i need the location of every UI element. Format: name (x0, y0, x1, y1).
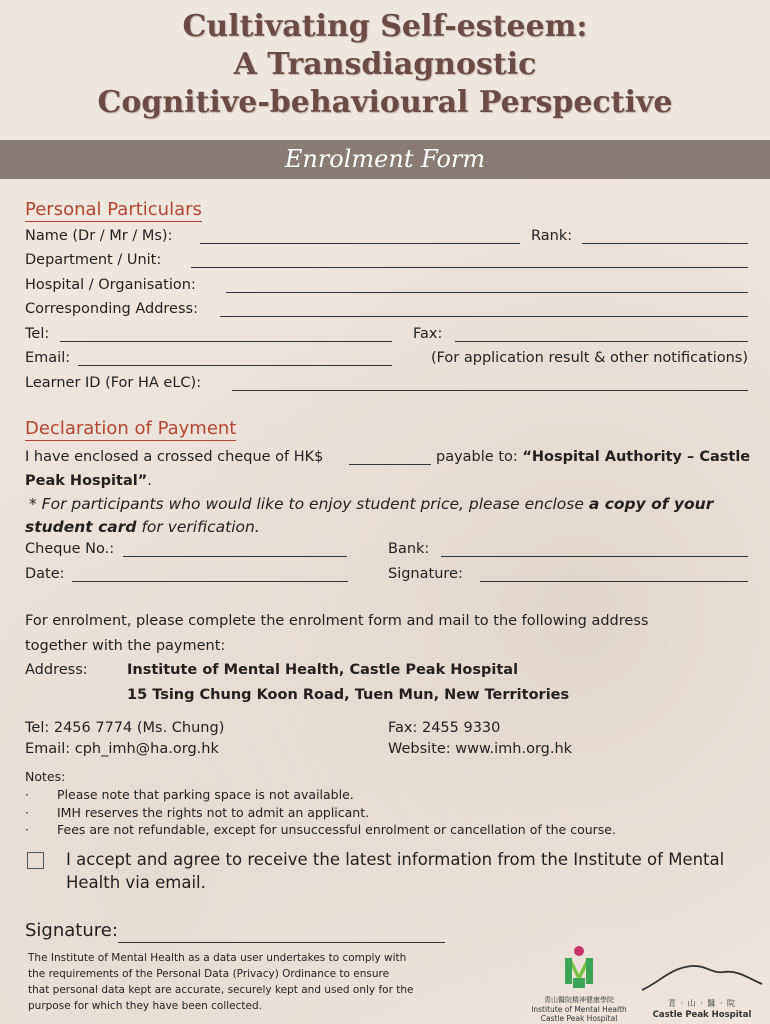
student-note-line-1 (29, 494, 713, 514)
name-field[interactable] (200, 229, 520, 244)
email-field[interactable] (78, 351, 392, 366)
rank-field[interactable] (582, 229, 748, 244)
signature-label: Signature: (25, 920, 118, 941)
note-text-2: IMH reserves the rights not to admit an applicant. (57, 805, 370, 820)
hospital-label: Hospital / Organisation: (25, 277, 196, 293)
address-field[interactable] (220, 302, 748, 317)
email-note: (For application result & other notifications) (430, 350, 748, 366)
learner-id-field[interactable] (232, 376, 748, 391)
payment-signature-label: Signature: (388, 566, 463, 582)
payment-signature-field[interactable] (480, 567, 748, 582)
consent-text-1: I accept and agree to receive the latest information from the Institute of Mental (66, 850, 725, 869)
payable-text (436, 448, 750, 466)
date-field[interactable] (72, 567, 348, 582)
email-label: Email: (25, 350, 71, 366)
imh-logo-cn: 青山醫院精神健康學院 (544, 996, 614, 1004)
consent-text-2: Health via email. (66, 873, 206, 892)
notes-heading: Notes: (25, 769, 66, 784)
student-text-b: for verification. (141, 518, 260, 536)
privacy-line-4: purpose for which they have been collected. (28, 1000, 262, 1012)
bank-field[interactable] (441, 542, 748, 557)
privacy-line-3: that personal data kept are accurate, securely kept and used only for the (28, 984, 414, 996)
mountain-icon (640, 960, 764, 994)
imh-emblem-icon (523, 944, 635, 992)
date-label: Date: (25, 566, 65, 582)
payee-end: . (147, 473, 152, 489)
student-bold-a: a copy of your (588, 495, 714, 513)
student-text-a: * For participants who would like to enjoy student price, please enclose (29, 495, 584, 513)
privacy-line-2: the requirements of the Personal Data (Privacy) Ordinance to ensure (28, 968, 390, 980)
cheque-no-label: Cheque No.: (25, 541, 115, 557)
title-line-3: Cognitive-behavioural Perspective (97, 85, 673, 120)
contact-tel: Tel: 2456 7774 (Ms. Chung) (25, 720, 225, 736)
payee-a: “Hospital Authority – Castle (522, 449, 751, 465)
privacy-line-1: The Institute of Mental Health as a data user undertakes to comply with (28, 952, 407, 964)
cheque-no-field[interactable] (123, 542, 347, 557)
bank-label: Bank: (388, 541, 430, 557)
form-banner: Enrolment Form (0, 140, 770, 179)
mailing-address-label: Address: (25, 662, 88, 678)
contact-website[interactable]: Website: www.imh.org.hk (388, 741, 573, 757)
consent-checkbox[interactable] (27, 852, 44, 869)
cph-logo (640, 960, 764, 1020)
payable-label: payable to: (436, 449, 518, 465)
student-bold-b: student card (25, 518, 137, 536)
note-item-3: · Fees are not refundable, except for unsuccessful enrolment or cancellation of the course. (25, 822, 616, 837)
cheque-text-a: I have enclosed a crossed cheque of HK$ (25, 449, 324, 465)
tel-label: Tel: (25, 326, 50, 342)
cph-logo-cn: 青 · 山 · 醫 · 院 (668, 999, 736, 1008)
document-title (0, 8, 770, 122)
hospital-field[interactable] (226, 278, 748, 293)
learner-id-label: Learner ID (For HA eLC): (25, 375, 202, 391)
mailing-instruction-1: For enrolment, please complete the enrolment form and mail to the following address (25, 613, 649, 629)
cheque-amount-field[interactable] (349, 450, 431, 465)
name-label: Name (Dr / Mr / Ms): (25, 228, 173, 244)
note-item-2: · IMH reserves the rights not to admit an applicant. (25, 805, 370, 820)
imh-logo (523, 944, 635, 1022)
note-text-3: Fees are not refundable, except for unsuccessful enrolment or cancellation of the course. (57, 822, 616, 837)
tel-field[interactable] (60, 327, 392, 342)
student-note-line-2 (25, 517, 260, 537)
contact-fax: Fax: 2455 9330 (388, 720, 501, 736)
fax-label: Fax: (413, 326, 443, 342)
title-line-2: A Transdiagnostic (233, 47, 537, 82)
imh-logo-en-a: Institute of Mental Health (531, 1005, 627, 1014)
cheque-text (25, 448, 323, 466)
department-field[interactable] (191, 253, 748, 268)
payment-heading: Declaration of Payment (25, 418, 237, 439)
signature-field[interactable] (118, 926, 445, 943)
payee-line-2 (25, 472, 152, 490)
personal-heading: Personal Particulars (25, 199, 202, 220)
mailing-address-line-1: Institute of Mental Health, Castle Peak Hospital (127, 662, 519, 678)
cph-logo-en: Castle Peak Hospital (652, 1010, 752, 1020)
note-text-1: Please note that parking space is not available. (57, 787, 354, 802)
address-label: Corresponding Address: (25, 301, 198, 317)
mailing-address-line-2: 15 Tsing Chung Koon Road, Tuen Mun, New Territories (127, 687, 570, 703)
title-line-1: Cultivating Self-esteem: (182, 9, 588, 44)
payee-b: Peak Hospital” (25, 473, 148, 489)
contact-email[interactable]: Email: cph_imh@ha.org.hk (25, 741, 219, 757)
rank-label: Rank: (531, 228, 573, 244)
department-label: Department / Unit: (25, 252, 162, 268)
mailing-instruction-2: together with the payment: (25, 638, 226, 654)
imh-logo-en-b: Castle Peak Hospital (540, 1014, 618, 1023)
fax-field[interactable] (455, 327, 748, 342)
note-item-1: · Please note that parking space is not available. (25, 787, 354, 802)
